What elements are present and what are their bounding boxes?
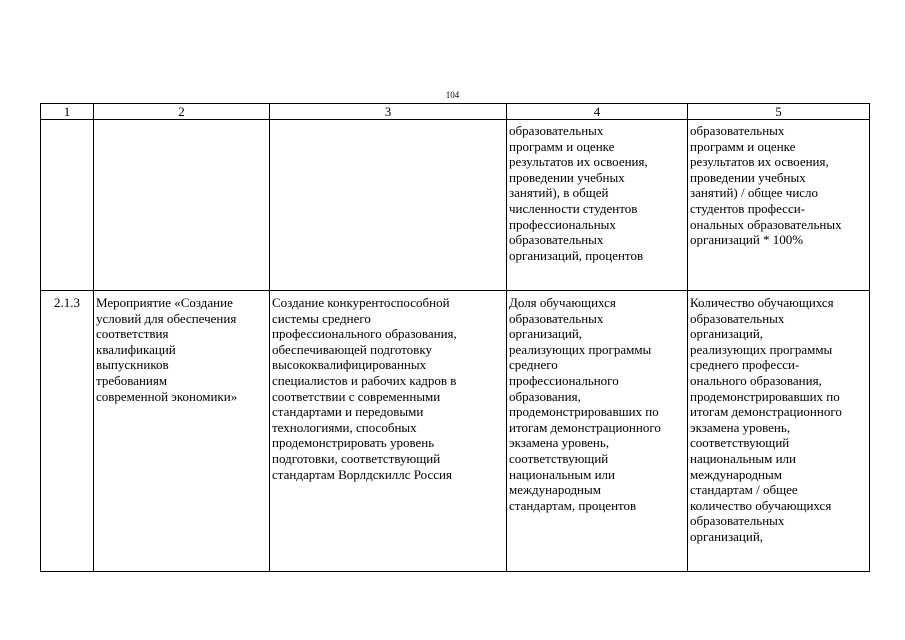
- page-number: 104: [445, 90, 460, 100]
- event-name-cell: Мероприятие «Создание условий для обеспечения соответствия квалификаций выпускников требованиям современной экономики»: [94, 291, 270, 572]
- event-name-cell: [94, 120, 270, 291]
- document-table: [40, 103, 870, 572]
- description-cell: [270, 120, 507, 291]
- calculation-cell: образовательных программ и оценке результатов их освоения, проведении учебных занятий) / общее число студентов професси- ональных образовательных организаций * 100%: [688, 120, 870, 291]
- header-col-3: 3: [270, 104, 507, 120]
- row-number-cell: 2.1.3: [41, 291, 94, 572]
- table-row: [41, 120, 870, 291]
- header-col-1: 1: [41, 104, 94, 120]
- table-row: [41, 291, 870, 572]
- indicator-cell: Доля обучающихся образовательных организаций, реализующих программы среднего профессионального образования, продемонстрировавших по итогам демонстрационного экзамена уровень, соответствующий национальным или международным стандартам, процентов: [507, 291, 688, 572]
- header-col-2: 2: [94, 104, 270, 120]
- row-number-cell: [41, 120, 94, 291]
- description-cell: Создание конкурентоспособной системы среднего профессионального образования, обеспечивающей подготовку высококвалифицированных специалистов и рабочих кадров в соответствии с современными стандартами и передовыми технологиями, способных продемонстрировать уровень подготовки, соответствующий стандартам Ворлдскиллс Россия: [270, 291, 507, 572]
- indicator-cell: образовательных программ и оценке результатов их освоения, проведении учебных занятий), в общей численности студентов профессиональных образовательных организаций, процентов: [507, 120, 688, 291]
- header-col-4: 4: [507, 104, 688, 120]
- header-col-5: 5: [688, 104, 870, 120]
- header-row: [41, 104, 870, 120]
- calculation-cell: Количество обучающихся образовательных организаций, реализующих программы среднего професси- онального образования, продемонстрировавших по итогам демонстрационного экзамена уровень, соответствующий национальным или международным стандартам / общее количество обучающихся образовательных организаций,: [688, 291, 870, 572]
